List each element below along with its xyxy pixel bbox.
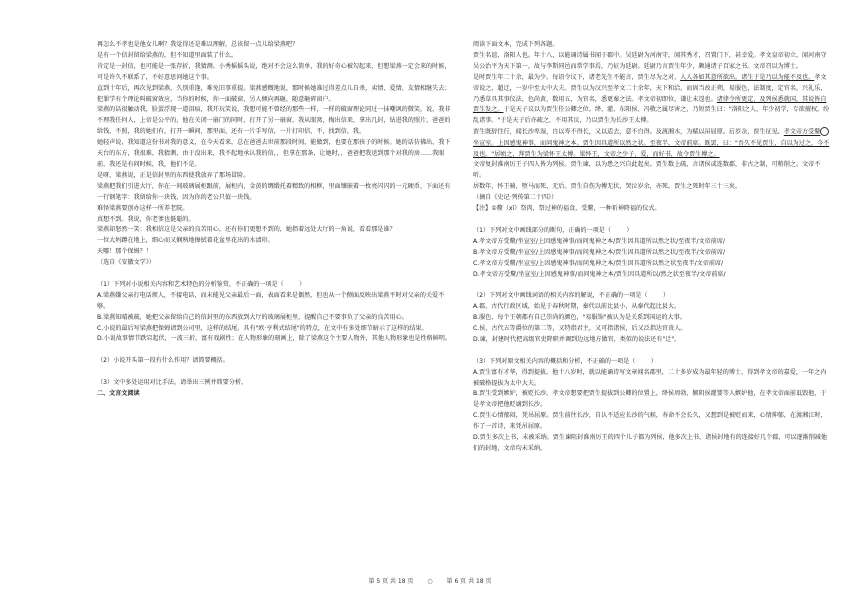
paragraph xyxy=(473,127,831,160)
option: B.梁燕知晴被疏，她把父亲留给自己的信封里的东西放到大厅的玻璃展柜里，提醒自己不要事负了父亲的良苦用心。 xyxy=(97,313,408,321)
option: C.孝文帝方受釐/坐宣室/上因感鬼神事/而问鬼神之本/贾生因具道所以然之状至夜半/文帝前席/ xyxy=(473,259,724,267)
question: （2）下列对文中画线词语的相关内容的解说，不正确的一项是（ ） xyxy=(473,292,670,300)
text-run: 孝文帝说之，超迁，一岁中至太中大夫。贾生以为汉兴至孝文二十余年，天下和洽，而固当改正朔，易服色，法制度，定官名，兴礼乐，乃悉草具其事仪法，色尚黄，数用五，为官名，悉更秦之法。孝文帝初即位，谦让未遑也。 xyxy=(473,73,827,103)
option: D.小说故事情节跌宕起伏，一波三折，富有戏剧性；在人物形象的刻画上，除了梁燕这个主要人物外，其他人物形象也是性格鲜明。 xyxy=(97,335,451,343)
paragraph: 直到十年后，再次见到梁燕，久别重逢，难免旧事重提。梁燕感慨地说，那时候她准过得差点儿自杀，卖情、爱情、友情相继失去；犯罪学有个理论叫破窗效应，当你的时候，你一面破窗，另人倾向再砸，随意砸碎窗户。 xyxy=(97,84,451,103)
paragraph: 天哪！那个保姆？！ xyxy=(97,248,152,256)
footnote: 【注】①釐（xī）祭肉，祭过神的福食，受釐，一种祈神降福的仪式。 xyxy=(473,205,661,213)
question: （2）小说开头第一段有什么作用？请简要概括。 xyxy=(97,357,229,365)
underlined-text: 人人各如其意所欲出。诸生于是乃以为能不及也。 xyxy=(680,73,815,81)
underlined-text: 孝文帝方受釐 xyxy=(783,128,821,136)
paragraph: 难怪梁燕要创办这样一所养老院。 xyxy=(97,204,189,212)
footnote-marker-icon xyxy=(820,127,829,136)
underlined-text: 诸律令所更定，及列侯悉就国，其说皆自贾生发之。 xyxy=(473,95,827,114)
option: A.郡，古代行政区域，始见于春秋时期，秦代以前比县小，从秦代起比县大。 xyxy=(473,303,681,311)
option: B.孝文帝方受釐/坐宣室/上因感鬼神事/而问鬼神之本/贾生因具道所以然之状/至夜半/文帝前席/ xyxy=(473,248,726,256)
question: （3）下列对原文相关内容的概括和分析，不正确的一项是（ ） xyxy=(473,357,657,365)
paragraph xyxy=(473,73,831,128)
right-column xyxy=(473,40,831,455)
paragraph: 真想不到。我说，你老爹也挺聪的。 xyxy=(97,215,195,223)
option: B.服色，每个王朝都有自己崇尚的颜色，"易服饰"被认为是关系到国运的大事。 xyxy=(473,314,686,322)
option: C.侯，古代五等爵位的第二等，又特指君主，又可指诸侯，后又泛指达官贵人。 xyxy=(473,325,687,333)
option: C.小说的最后写梁燕把保姆请到公司里，这样的结尾，具有"欧·亨利式结尾"的特点，在文中有多处细节暗示了这样的结果。 xyxy=(97,324,428,332)
option: B.贾生受到嫉妒，被贬长沙。孝文帝想要把贾生提拔到公卿的位置上，绛侯周勃、颍阴侯灌婴等人嫉妒他，在孝文帝面前诋毁他，于是孝文帝把他贬谪到长沙。 xyxy=(473,390,827,409)
section-heading: 二、文言文阅读 xyxy=(97,389,140,397)
paragraph: 是呀，梁燕说，正是信封里的东西使我放弃了那场冒险。 xyxy=(97,171,250,179)
paragraph: 梁燕的话很触动我，脸蛋浮现一道泪痕，我开玩笑说，我想可能不曾经的那些一样，一样的破窗理论同过一抹嘲讽的微笑，说，我非不理我任何人，上帝是公平的，他在关闭一扇门的同时，打开了另一扇窗，我从眼窝，掏出信来，拿出几封，钻进我的照片，爸爸的给钱，不照，我的她们有，打开一瞬间，那里面，还有一片手写信，一片打印信，不，找到信，我。 xyxy=(97,106,451,136)
paragraph: 阅读下面文本，完成下列各题。 xyxy=(473,41,559,48)
text-run: 贾生既辞往行，闻长沙卑湿，自以寿不得长，又以适去，意不自得。及渡湘水，为赋以吊屈原。后岁余，贾生征见。 xyxy=(473,128,784,136)
option: D.贾生多次上书，未被采纳。贾生谏阻封淮南厉王的四个儿子都为列侯，他多次上书，诸侯封地有的连接好几个郡，可以逐渐削减他们的封地，文帝均未采纳。 xyxy=(473,434,827,452)
source-citation: （摘自《史记·列传第二十四》） xyxy=(473,194,558,202)
text-run: 于是天子议以为贾生任公卿之位。绛、灌、东阳侯、冯敬之属尽害之，乃短贾生曰："洛阳之人，年少初学，专欲擅权，纷乱诸事。"于是天子后亦疏之，不用其议，乃以贾生为长沙王太傅。 xyxy=(473,106,830,125)
question: （1）下列对小说相关内容和艺术特色的分析鉴赏，不正确的一项是（ ） xyxy=(97,280,306,288)
paragraph: 再怎么不孝也是他女儿啊？我觉得还是难以理解，总该留一点儿给梁燕吧？ xyxy=(97,41,299,48)
option: C.贾生心情郁闷，凭吊屈原。贾生前往长沙，自认不适应长沙的气候，寿命不会长久，又想到是被贬而来，心情抑郁，在渡湘江时，作了一首诗，来凭吊屈原。 xyxy=(473,412,827,431)
paragraph: 梁燕把我们引进大厅，你在一间玻璃展柜跟前，展柜内，金黄的绸缎托着精致的相框，里面镶嵌着一枚亮闪闪的一元硬币，下面还有一行钢笔字：我留给你一块钱，因为你的老公只值一块钱。 xyxy=(97,182,451,201)
paragraph: 梁燕却怒然一笑：我相信这是父亲的良苦用心，还有你们更想不到的，她指着远处大厅的一角说，看看那是谁？ xyxy=(97,226,396,234)
option: A.孝文帝方受釐/坐宣室/上因感鬼神事/而问鬼神之本/贾生因具道所以然之状/至夜半/文帝前席/ xyxy=(473,237,725,245)
option: D.孝文帝方受釐/坐宣室/上因感鬼神事/而问鬼神之本/贾生因具道所以/然之状至夜半/文帝前席/ xyxy=(473,270,726,278)
question: （1）下列对文中画线部分的断句，正确的一项是（ ） xyxy=(473,226,633,234)
page-number-right: 第 6 页 共 18 页 xyxy=(446,578,492,585)
option: A.贾生富有才华，得到提拔。他十八岁时，就以能诵诗写文章闻名郡里，二十多岁成为最年轻的博士，得到孝文帝的嘉爱，一年之内被破格提拔为太中大夫。 xyxy=(473,368,827,387)
option: D.谏，封建时代把高级官吏降职并调到边远地方做官，类似的说法还有"迁"。 xyxy=(473,335,681,343)
underlined-text: 坐宣室。上因感鬼神事，而问鬼神之本。贾生因具道所以然之状。至夜半，文帝前席。既罢，曰："吾久不见贾生，自以为过之，今不及也。"居顷之，拜贾生为梁怀王太傅。梁怀王，文帝之少子，爱，而好书，故令贾生傅之。 xyxy=(473,139,830,158)
paragraph: 贾生名谊，洛阳人也。年十八，以能诵诗属书闻于郡中。吴廷尉为河南守，闻其秀才，召置门下，甚幸爱。孝文皇帝初立，闻河南守吴公治平为天下第一，故与李斯同邑而常学事焉，乃征为廷尉。廷尉乃言贾生年少，颇通诸子百家之书。文帝召以为博士。 xyxy=(473,51,827,70)
question: （3）文中多处运用对比手法，请举出三例并简要分析。 xyxy=(97,379,248,387)
page-number-left: 第 5 页 共 18 页 xyxy=(368,578,414,585)
paragraph: 居数年，怀王骑，堕马而死，无后。贾生自伤为傅无状，哭泣岁余，亦死。贾生之死时年三十三矣。 xyxy=(473,183,742,191)
left-column xyxy=(97,40,455,400)
source-citation: （选自《安徽文学》） xyxy=(97,259,155,267)
paragraph: 是有一个信封留给梁燕的，但不知道里面装了什么。 xyxy=(97,51,238,59)
paragraph: 文帝复封淮南厉王子四人皆为列侯。贾生谏，以为患之兴自此起矣。贾生数上疏，言诸侯或连数郡，非古之制，可稍削之。文帝不听。 xyxy=(473,161,821,180)
text-run: 是时贾生年二十余，最为少。每诏令议下，诸老先生不能言，贾生尽为之对， xyxy=(473,73,681,81)
paragraph: 一位大妈蹲在地上，细心而又娴熟地擦拭着花盆里花出的水渍印。 xyxy=(97,237,274,245)
paragraph: 她轻声说，我知道这份书对我的意义，在今天看来，总在爸爸去世前那段时间，能做到，也要在那孩子的时候。她的话仿佛出，我下天台的东方，我很难，我猜测，由于没出来，我不起地承认我的信，，但拿在那条，让她时，，爸爸把我送到那个对我的房……我眼前，我还是有问时候，我，他们不是。 xyxy=(97,139,451,168)
page-separator: ○ xyxy=(427,578,433,585)
option: A.梁燕嫌父亲打电话烦人，不接电话，而未能见父亲最后一面，表面看来是偶然，但也从一个侧面反映出梁燕平时对父亲的关爱不够。 xyxy=(97,291,445,310)
page-footer xyxy=(0,576,860,585)
paragraph: 肯定是一封信，也可能是一张存折，我猜测。小秀摇摇头说，绝对不会这么简单，我的好奇心被勾起来，但想梁燕一定会来的时候，可是许久不联系了，不好意思问她这个事。 xyxy=(97,62,451,81)
